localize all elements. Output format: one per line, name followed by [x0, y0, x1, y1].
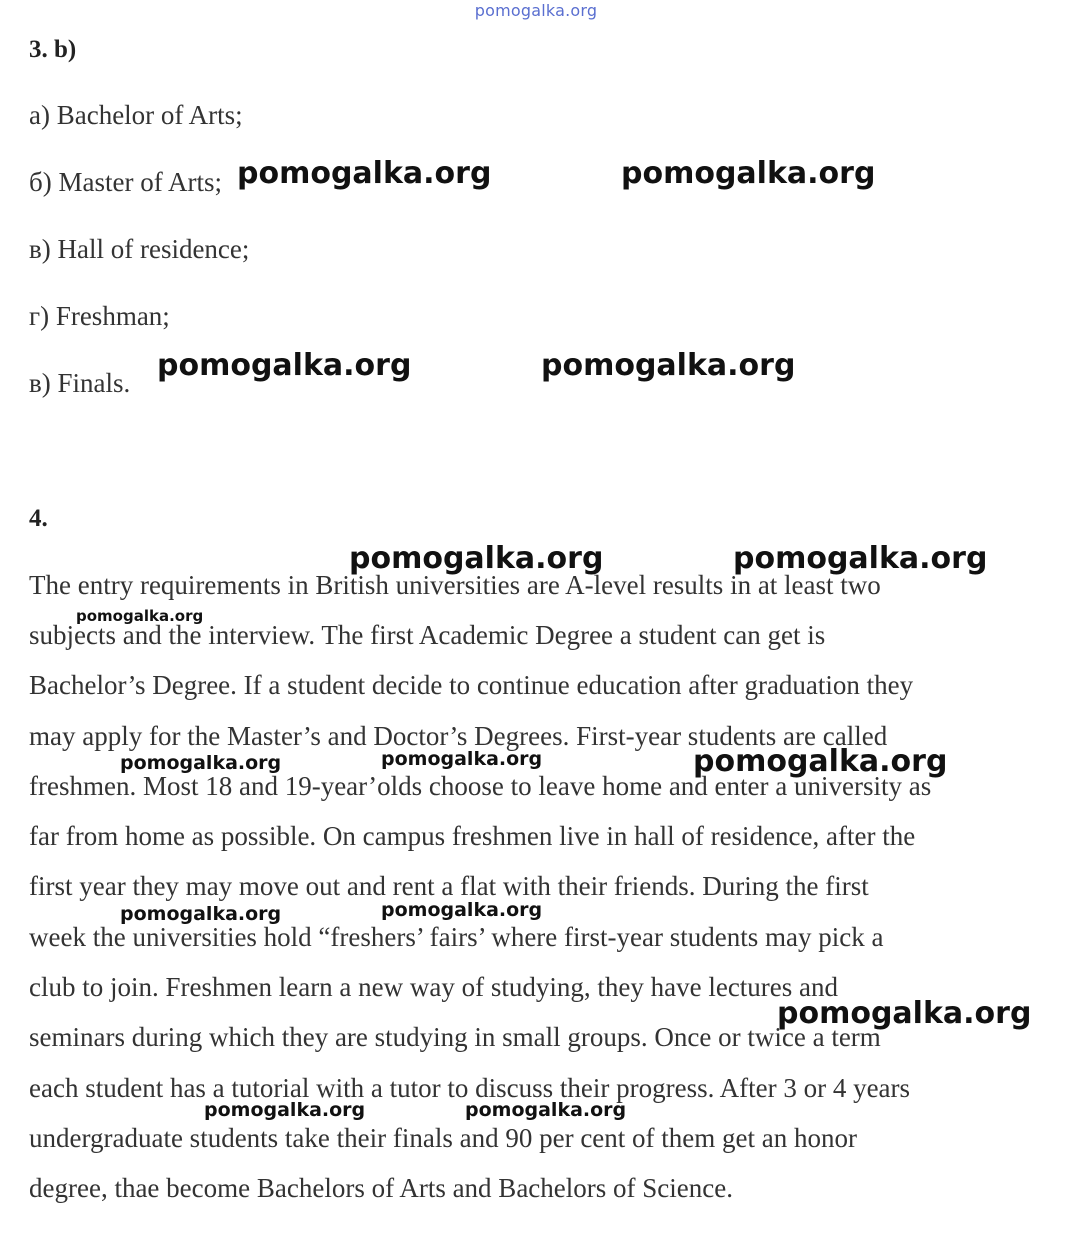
paragraph-line: far from home as possible. On campus freshmen live in hall of residence, after the [29, 821, 916, 851]
watermark: pomogalka.org [381, 899, 543, 921]
answer-item-g: г) Freshman; [29, 301, 170, 331]
watermark: pomogalka.org [465, 1099, 627, 1121]
answer-item-b: б) Master of Arts; [29, 167, 222, 197]
paragraph-line: club to join. Freshmen learn a new way of studying, they have lectures and [29, 972, 839, 1002]
paragraph-line: first year they may move out and rent a flat with their friends. During the first [29, 871, 869, 901]
watermark: pomogalka.org [349, 541, 604, 576]
paragraph-line: week the universities hold “freshers’ fairs’ where first-year students may pick a [29, 922, 884, 952]
paragraph-line: each student has a tutorial with a tutor to discuss their progress. After 3 or 4 years [29, 1073, 911, 1103]
answer-item-v: в) Hall of residence; [29, 234, 250, 264]
watermark: pomogalka.org [204, 1099, 366, 1121]
section-4-heading: 4. [29, 505, 48, 532]
section-3-heading: 3. b) [29, 36, 77, 63]
watermark: pomogalka.org [120, 752, 282, 774]
top-watermark: pomogalka.org [474, 1, 598, 20]
paragraph-line: Bachelor’s Degree. If a student decide to continue education after graduation they [29, 670, 914, 700]
watermark: pomogalka.org [76, 607, 204, 625]
paragraph-line: degree, thae become Bachelors of Arts and Bachelors of Science. [29, 1173, 733, 1203]
watermark: pomogalka.org [120, 903, 282, 925]
answer-item-a: а) Bachelor of Arts; [29, 100, 243, 130]
paragraph-line: may apply for the Master’s and Doctor’s Degrees. First-year students are called [29, 721, 888, 751]
watermark: pomogalka.org [381, 748, 543, 770]
watermark: pomogalka.org [693, 744, 948, 779]
paragraph-line: freshmen. Most 18 and 19-year’olds choose to leave home and enter a university as [29, 771, 932, 801]
paragraph-line: subjects and the interview. The first Academic Degree a student can get is [29, 620, 826, 650]
watermark: pomogalka.org [237, 156, 492, 191]
watermark: pomogalka.org [621, 156, 876, 191]
paragraph-line: The entry requirements in British universities are A-level results in at least two [29, 570, 881, 600]
answer-item-v2: в) Finals. [29, 368, 131, 398]
watermark: pomogalka.org [541, 348, 796, 383]
watermark: pomogalka.org [733, 541, 988, 576]
paragraph-line: undergraduate students take their finals and 90 per cent of them get an honor [29, 1123, 857, 1153]
watermark: pomogalka.org [777, 996, 1032, 1031]
watermark: pomogalka.org [157, 348, 412, 383]
paragraph-line: seminars during which they are studying in small groups. Once or twice a term [29, 1022, 881, 1052]
